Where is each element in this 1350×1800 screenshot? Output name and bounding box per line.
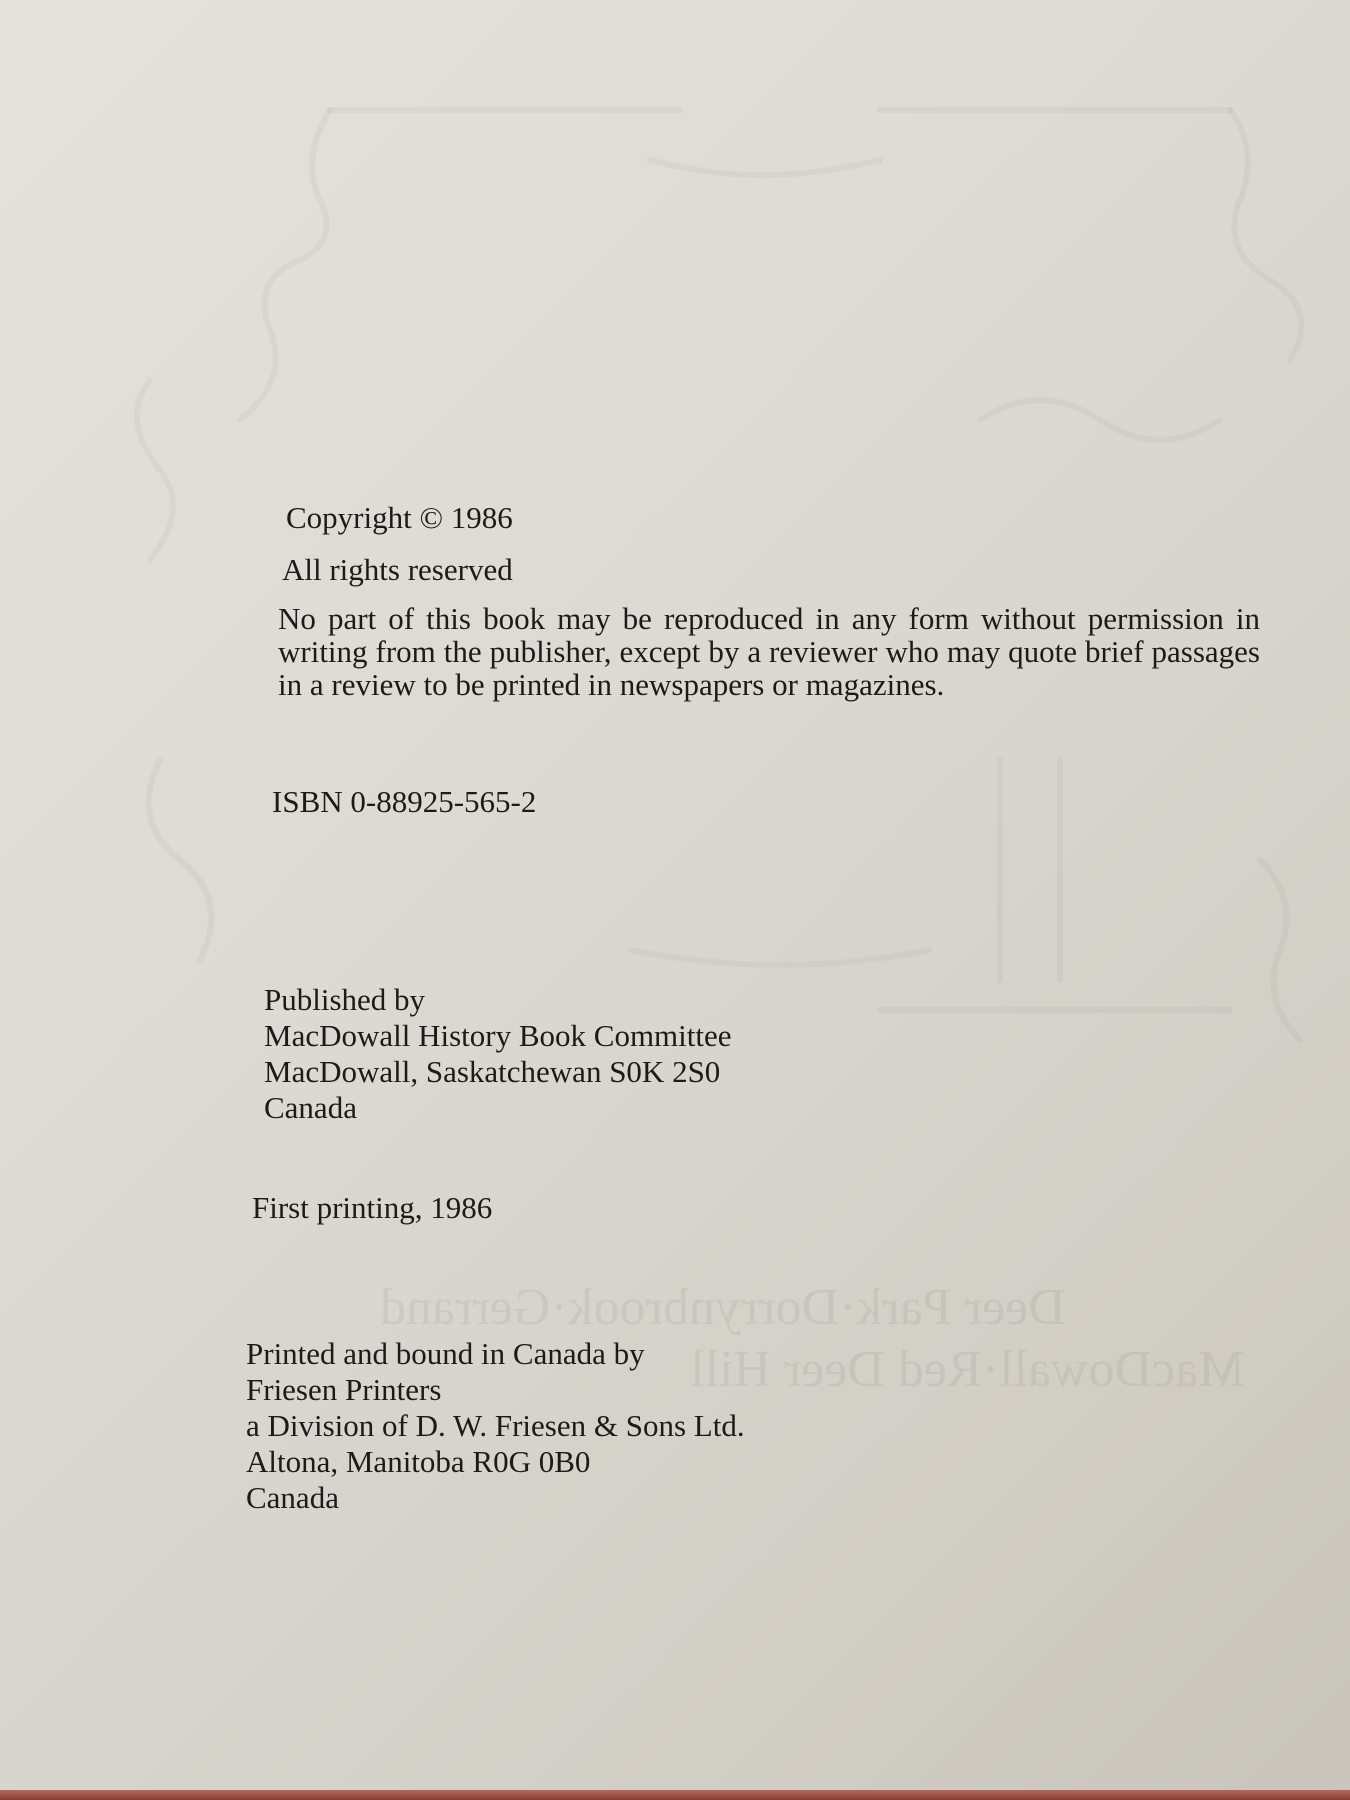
printer-address: Altona, Manitoba R0G 0B0 [246, 1444, 591, 1479]
first-printing-line: First printing, 1986 [252, 1190, 493, 1225]
show-through-text-2: MacDowall·Red Deer Hill [690, 1341, 1245, 1398]
show-through-text-1: Deer Park·Dorrynbrook·Gerrand [380, 1279, 1066, 1336]
printer-division: a Division of D. W. Friesen & Sons Ltd. [246, 1408, 745, 1443]
copyright-line: Copyright © 1986 [286, 500, 513, 535]
printer-block [246, 1336, 745, 1516]
publisher-name: MacDowall History Book Committee [264, 1018, 732, 1053]
rights-line: All rights reserved [282, 552, 513, 587]
isbn-line: ISBN 0-88925-565-2 [272, 784, 537, 819]
reproduction-notice: No part of this book may be reproduced in any form without permission in writing from the publisher, except by a reviewer who may quote brief passages in a review to be printed in newspapers or magazines. [278, 601, 1260, 702]
publisher-block [264, 982, 732, 1126]
printer-heading: Printed and bound in Canada by [246, 1336, 645, 1371]
publisher-address: MacDowall, Saskatchewan S0K 2S0 [264, 1054, 721, 1089]
printer-country: Canada [246, 1480, 339, 1515]
publisher-country: Canada [264, 1090, 357, 1125]
binding-edge [0, 1790, 1350, 1800]
publisher-heading: Published by [264, 982, 426, 1017]
printer-name: Friesen Printers [246, 1372, 442, 1407]
